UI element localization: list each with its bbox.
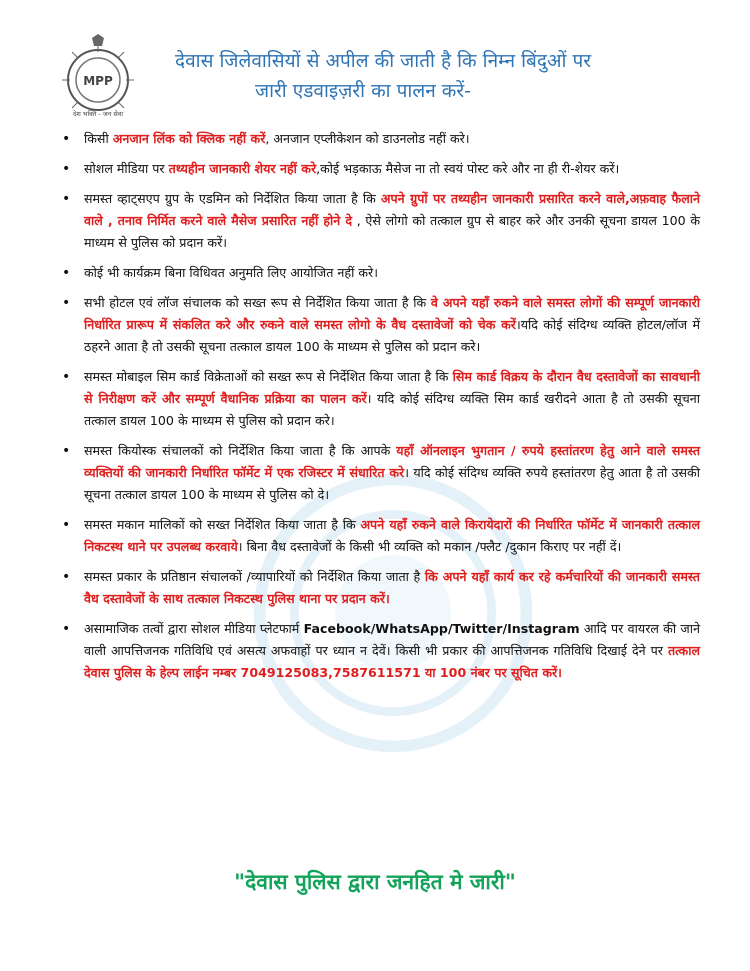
highlighted-text: वे अपने यहाँ रुकने वाले समस्त लोगों की सम्पूर्ण जानकारी निर्धारित प्रारूप में संकलित करे और रुकने वाले समस्त लोगो के वैध दस्तावेजों को चेक करें: [84, 295, 700, 332]
highlighted-text: कि अपने यहाँ कार्य कर रहे कर्मचारियों की जानकारी समस्त वैध दस्तावेजों के साथ तत्काल निकटस्थ पुलिस थाना पर प्रदान करें।: [84, 569, 700, 606]
bullet-icon: •: [62, 191, 71, 207]
point-text: । बिना वैध दस्तावेजों के किसी भी व्यक्ति को मकान /फ्लैट /दुकान किराए पर नहीं दें।: [237, 539, 622, 554]
point-text: । यदि कोई संदिग्ध व्यक्ति सिम कार्ड खरीदने आता है तो उसकी सूचना तत्काल डायल 100 के माध्यम से पुलिस को प्रदान करे।: [84, 391, 700, 428]
heading-line-1: देवास जिलेवासियों से अपील की जाती है कि निम्न बिंदुओं पर: [175, 50, 592, 72]
point-text: समस्त व्हाट्सएप ग्रुप के एडमिन को निर्देशित किया जाता है कि: [84, 191, 381, 206]
point-text: किसी: [84, 131, 113, 146]
advisory-point: [60, 128, 700, 150]
highlighted-text: तत्काल देवास पुलिस के हेल्प लाईन नम्बर 7049125083,7587611571 या 100 नंबर पर सूचित करें।: [84, 643, 700, 680]
point-text: , अनजान एप्लीकेशन को डाउनलोड नहीं करे।: [265, 131, 470, 146]
advisory-point: [60, 514, 700, 558]
advisory-point: [60, 440, 700, 506]
bullet-icon: •: [62, 443, 71, 459]
point-text: ,कोई भड़काऊ मैसेज ना तो स्वयं पोस्ट करे और ना ही री-शेयर करें।: [316, 161, 620, 176]
highlighted-text: तथ्यहीन जानकारी शेयर नहीं करे: [168, 161, 317, 176]
advisory-point: [60, 566, 700, 610]
highlighted-text: सिम कार्ड विक्रय के दौरान वैध दस्तावेजों का सावधानी से निरीक्षण करें और सम्पूर्ण वैधानिक प्रक्रिया का पालन करें: [84, 369, 700, 406]
highlighted-text: यहाँ ऑनलाइन भुगतान / रुपये हस्तांतरण हेतु आने वाले समस्त व्यक्तियों की जानकारी निर्धारित फॉर्मेट में एक रजिस्टर में संधारित करे: [84, 443, 700, 480]
advisory-point: [60, 262, 700, 284]
bullet-icon: •: [62, 369, 71, 385]
point-text: सोशल मीडिया पर: [84, 161, 169, 176]
point-text: । यदि कोई संदिग्ध व्यक्ति रुपये हस्तांतरण हेतु आता है तो उसकी सूचना तत्काल डायल 100 के माध्यम से पुलिस को दे।: [84, 465, 700, 502]
emblem-text: MPP: [83, 74, 113, 88]
point-text: समस्त मकान मालिकों को सख्त निर्देशित किया जाता है कि: [84, 517, 361, 532]
bullet-icon: •: [62, 517, 71, 533]
mp-police-emblem: [56, 34, 140, 118]
advisory-point: [60, 366, 700, 432]
advisory-point: [60, 292, 700, 358]
advisory-point: [60, 618, 700, 684]
point-text: , ऐसे लोगो को तत्काल ग्रुप से बाहर करे और उनकी सूचना डायल 100 के माध्यम से पुलिस को प्रदान करें।: [84, 213, 700, 250]
point-text: ।यदि कोई संदिग्ध व्यक्ति होटल/लॉज में ठहरने आता है तो उसकी सूचना तत्काल डायल 100 के माध्यम से पुलिस को प्रदान करे।: [84, 317, 700, 354]
emblem-motto: देश भक्ति - जन सेवा: [72, 110, 124, 118]
point-text: कोई भी कार्यक्रम बिना विधिवत अनुमति लिए आयोजित नहीं करे।: [84, 265, 378, 280]
footer-issued-by: "देवास पुलिस द्वारा जनहित मे जारी": [234, 870, 516, 894]
heading-line-2: जारी एडवाइज़री का पालन करें-: [255, 80, 472, 102]
bullet-icon: •: [62, 265, 71, 281]
point-text: समस्त प्रकार के प्रतिष्ठान संचालकों /व्यापारियों को निर्देशित किया जाता है: [84, 569, 425, 584]
bullet-icon: •: [62, 295, 71, 311]
bullet-icon: •: [62, 131, 71, 147]
advisory-point: [60, 158, 700, 180]
point-text: आदि पर वायरल की जाने वाली आपत्तिजनक गतिविधि एवं असत्य अफवाहों पर ध्यान न देवें। किसी भी प्रकार की आपत्तिजनक गतिविधि दिखाई देने पर: [84, 621, 700, 658]
point-text: समस्त मोबाइल सिम कार्ड विक्रेताओं को सख्त रूप से निर्देशित किया जाता है कि: [84, 369, 453, 384]
advisory-points-list: [60, 128, 700, 692]
bullet-icon: •: [62, 161, 71, 177]
bullet-icon: •: [62, 621, 71, 637]
point-text: Facebook/WhatsApp/Twitter/Instagram: [303, 621, 580, 636]
point-text: सभी होटल एवं लॉज संचालक को सख्त रूप से निर्देशित किया जाता है कि: [84, 295, 431, 310]
highlighted-text: अपने ग्रुपों पर तथ्यहीन जानकारी प्रसारित करने वाले,अफ़वाह फैलाने वाले , तनाव निर्मित करने वाले मैसेज प्रसारित नहीं होने दे: [84, 191, 700, 228]
point-text: असामाजिक तत्वों द्वारा सोशल मीडिया प्लेटफार्म: [84, 621, 304, 636]
highlighted-text: अनजान लिंक को क्लिक नहीं करें: [112, 131, 266, 146]
bullet-icon: •: [62, 569, 71, 585]
point-text: समस्त कियोस्क संचालकों को निर्देशित किया जाता है कि आपके: [84, 443, 397, 458]
advisory-point: [60, 188, 700, 254]
highlighted-text: अपने यहाँ रुकने वाले किरायेदारों की निर्धारित फॉर्मेट में जानकारी तत्काल निकटस्थ थाने पर उपलब्ध करवाये: [84, 517, 700, 554]
advisory-heading: [175, 46, 735, 106]
